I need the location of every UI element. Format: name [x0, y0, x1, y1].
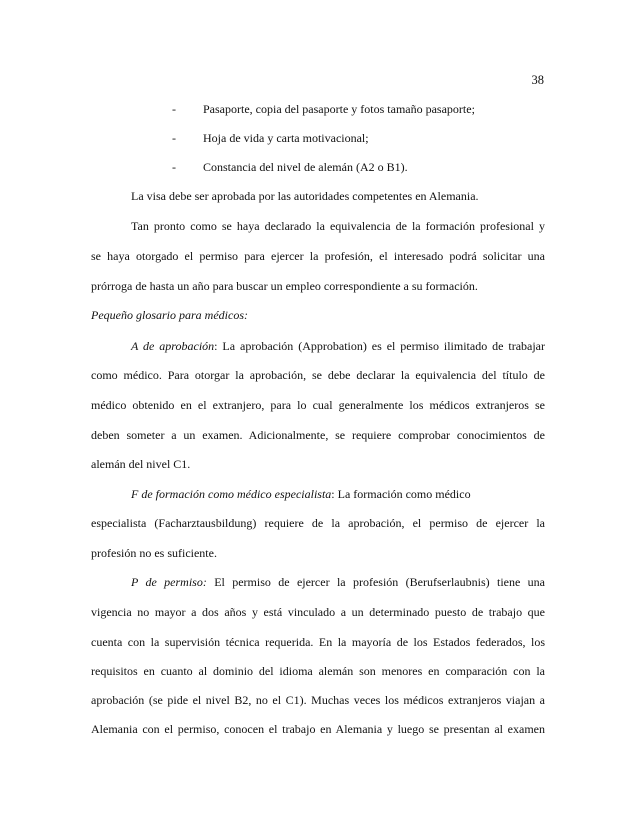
glossary-entry-line: aprobación (se pide el nivel B2, no el C1). Muchas veces los médicos extranjeros viajan a — [91, 693, 545, 707]
paragraph-equivalence-line: se haya otorgado el permiso para ejercer la profesión, el interesado podrá solicitar una — [91, 249, 545, 263]
glossary-term: P de permiso: — [131, 575, 207, 589]
bullet-item-passport: Pasaporte, copia del pasaporte y fotos tamaño pasaporte; — [203, 102, 475, 116]
glossary-entry-line: Alemania con el permiso, conocen el trabajo en Alemania y luego se presentan al examen — [91, 722, 545, 736]
glossary-entry-permiso — [131, 574, 545, 590]
glossary-entry-line: profesión no es suficiente. — [91, 546, 217, 560]
glossary-text: El permiso de ejercer la profesión (Berufserlaubnis) tiene una — [206, 575, 545, 589]
glossary-text: : La aprobación (Approbation) es el permiso ilimitado de trabajar — [214, 339, 546, 353]
bullet-item-cv: Hoja de vida y carta motivacional; — [203, 131, 369, 145]
glossary-entry-line: alemán del nivel C1. — [91, 457, 191, 471]
glossary-term: F de formación como médico especialista — [131, 487, 332, 501]
bullet-dash: - — [172, 131, 176, 145]
glossary-term: A de aprobación — [131, 339, 215, 353]
bullet-dash: - — [172, 160, 176, 174]
bullet-item-german-level: Constancia del nivel de alemán (A2 o B1). — [203, 160, 408, 174]
paragraph-equivalence-line: prórroga de hasta un año para buscar un empleo correspondiente a su formación. — [91, 279, 478, 293]
glossary-entry-line: especialista (Facharztausbildung) requiere de la aprobación, el permiso de ejercer la — [91, 516, 545, 530]
glossary-entry-line: como médico. Para otorgar la aprobación, se debe declarar la equivalencia del título de — [91, 368, 545, 382]
glossary-entry-line: requisitos en cuanto al dominio del idioma alemán son menores en comparación con la — [91, 664, 545, 678]
paragraph-visa: La visa debe ser aprobada por las autoridades competentes en Alemania. — [131, 189, 479, 203]
page-number: 38 — [531, 73, 544, 87]
glossary-entry-line: deben someter a un examen. Adicionalmente, se requiere comprobar conocimientos de — [91, 428, 545, 442]
glossary-heading: Pequeño glosario para médicos: — [91, 308, 248, 322]
glossary-entry-line: médico obtenido en el extranjero, para lo cual generalmente los médicos extranjeros se — [91, 398, 545, 412]
bullet-dash: - — [172, 102, 176, 116]
glossary-entry-line: cuenta con la supervisión técnica requerida. En la mayoría de los Estados federados, los — [91, 635, 545, 649]
glossary-entry-line: vigencia no mayor a dos años y está vinculado a un determinado puesto de trabajo que — [91, 605, 545, 619]
glossary-text: : La formación como médico — [331, 487, 471, 501]
glossary-entry-aprobacion — [131, 338, 545, 354]
glossary-entry-formacion — [131, 486, 545, 502]
paragraph-equivalence-line: Tan pronto como se haya declarado la equivalencia de la formación profesional y — [131, 219, 545, 233]
